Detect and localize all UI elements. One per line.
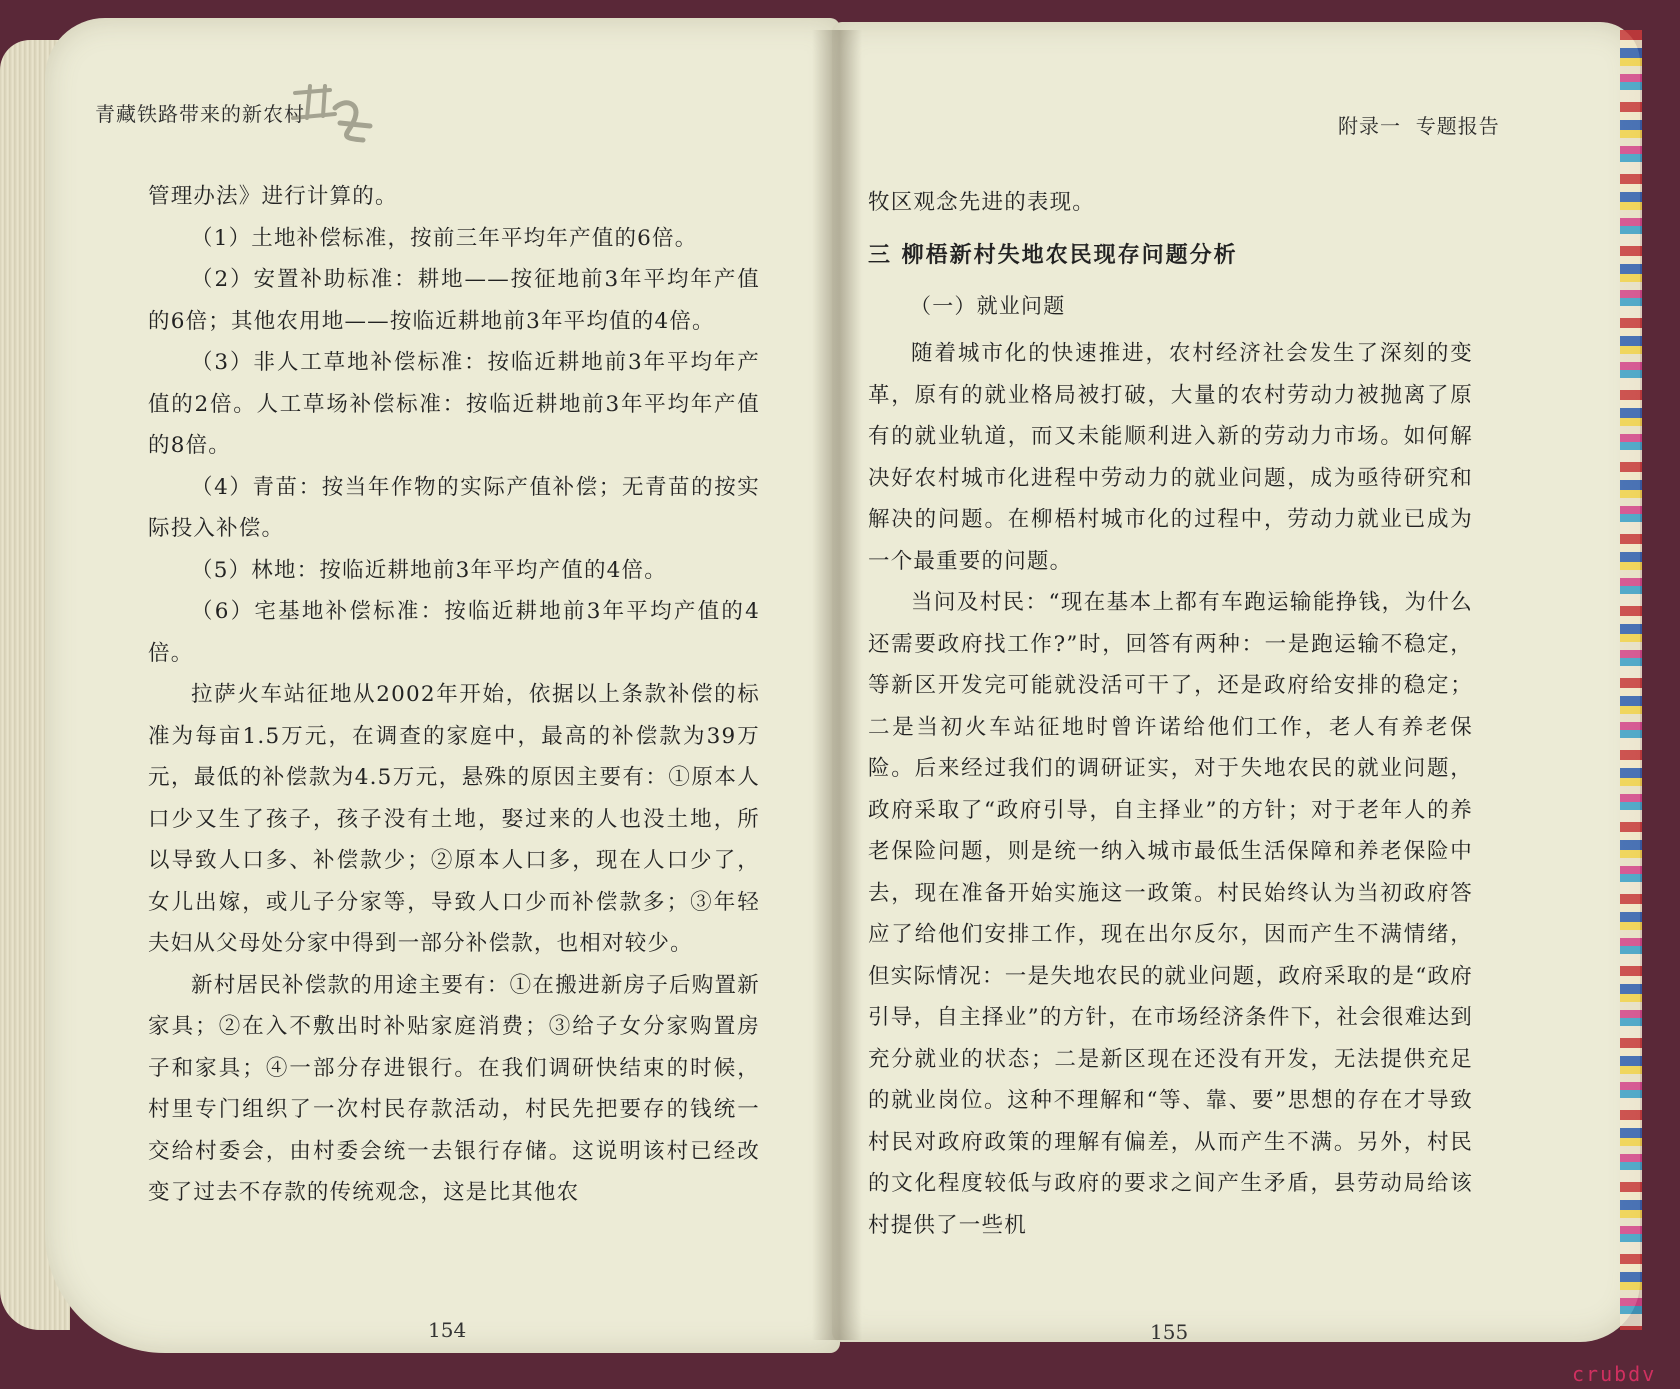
running-header-left: 青藏铁路带来的新农村 (95, 102, 305, 126)
paragraph: 牧区观念先进的表现。 (868, 190, 1096, 215)
paragraph: 随着城市化的快速推进，农村经济社会发生了深刻的变革，原有的就业格局被打破，大量的农村劳动力被抛离了原有的就业轨道，而又未能顺利进入新的劳动力市场。如何解决好农村城市化进程中劳动力的就业问题，成为亟待研究和解决的问题。在柳梧村城市化的过程中，劳动力就业已成为一个最重要的问题。 (868, 341, 1473, 574)
paragraph: （4）青苗：按当年作物的实际产值补偿；无青苗的按实际投入补偿。 (148, 474, 760, 541)
paragraph: （2）安置补助标准：耕地——按征地前3年平均年产值的6倍；其他农用地——按临近耕地前3年平均值的4倍。 (148, 267, 760, 334)
section-title: 三 柳梧新村失地农民现存问题分析 (868, 242, 1238, 268)
tibet-calligraphy-logo (285, 78, 375, 148)
paragraph: （5）林地：按临近耕地前3年平均产值的4倍。 (191, 557, 667, 583)
paragraph: 当问及村民：“现在基本上都有车跑运输能挣钱，为什么还需要政府找工作?”时，回答有两种：一是跑运输不稳定，等新区开发完可能就没活可干了，还是政府给安排的稳定；二是当初火车站征地时曾许诺给他们工作，老人有养老保险。后来经过我们的调研证实，对于失地农民的就业问题，政府采取了“政府引导，自主择业”的方针；对于老年人的养老保险问题，则是统一纳入城市最低生活保障和养老保险中去，现在准备开始实施这一政策。村民始终认为当初政府答应了给他们安排工作，现在出尔反尔，因而产生不满情绪，但实际情况：一是失地农民的就业问题，政府采取的是“政府引导，自主择业”的方针，在市场经济条件下，社会很难达到充分就业的状态；二是新区现在还没有开发，无法提供充足的就业岗位。这种不理解和“等、靠、要”思想的存在才导致村民对政府政策的理解有偏差，从而产生不满。另外，村民的文化程度较低与政府的要求之间产生矛盾，县劳动局给该村提供了一些机 (868, 590, 1473, 1238)
running-header-right: 附录一 专题报告 (1338, 114, 1500, 138)
right-page-body (868, 182, 1473, 1246)
left-page-body (148, 176, 760, 1214)
paragraph: （1）土地补偿标准，按前三年平均年产值的6倍。 (191, 225, 698, 251)
book-gutter (812, 30, 862, 1340)
paragraph: （3）非人工草地补偿标准：按临近耕地前3年平均年产值的2倍。人工草场补偿标准：按临近耕地前3年平均年产值的8倍。 (148, 350, 760, 458)
subsection-title: （一）就业问题 (910, 293, 1066, 318)
page-number-right: 155 (1150, 1320, 1189, 1344)
paragraph: （6）宅基地补偿标准：按临近耕地前3年平均产值的4倍。 (148, 599, 760, 666)
scanner-watermark: crubdv (1572, 1362, 1657, 1386)
paragraph: 管理办法》进行计算的。 (148, 184, 398, 209)
page-stack-edge-right (1620, 30, 1642, 1330)
paragraph: 新村居民补偿款的用途主要有：①在搬进新房子后购置新家具；②在入不敷出时补贴家庭消费；③给子女分家购置房子和家具；④一部分存进银行。在我们调研快结束的时候，村里专门组织了一次村民存款活动，村民先把要存的钱统一交给村委会，由村委会统一去银行存储。这说明该村已经改变了过去不存款的传统观念，这是比其他农 (148, 972, 760, 1205)
page-number-left: 154 (428, 1318, 467, 1342)
paragraph: 拉萨火车站征地从2002年开始，依据以上条款补偿的标准为每亩1.5万元，在调查的家庭中，最高的补偿款为39万元，最低的补偿款为4.5万元，悬殊的原因主要有：①原本人口少又生了孩子，孩子没有土地，娶过来的人也没土地，所以导致人口多、补偿款少；②原本人口多，现在人口少了，女儿出嫁，或儿子分家等，导致人口少而补偿款多；③年轻夫妇从父母处分家中得到一部分补偿款，也相对较少。 (148, 682, 760, 956)
